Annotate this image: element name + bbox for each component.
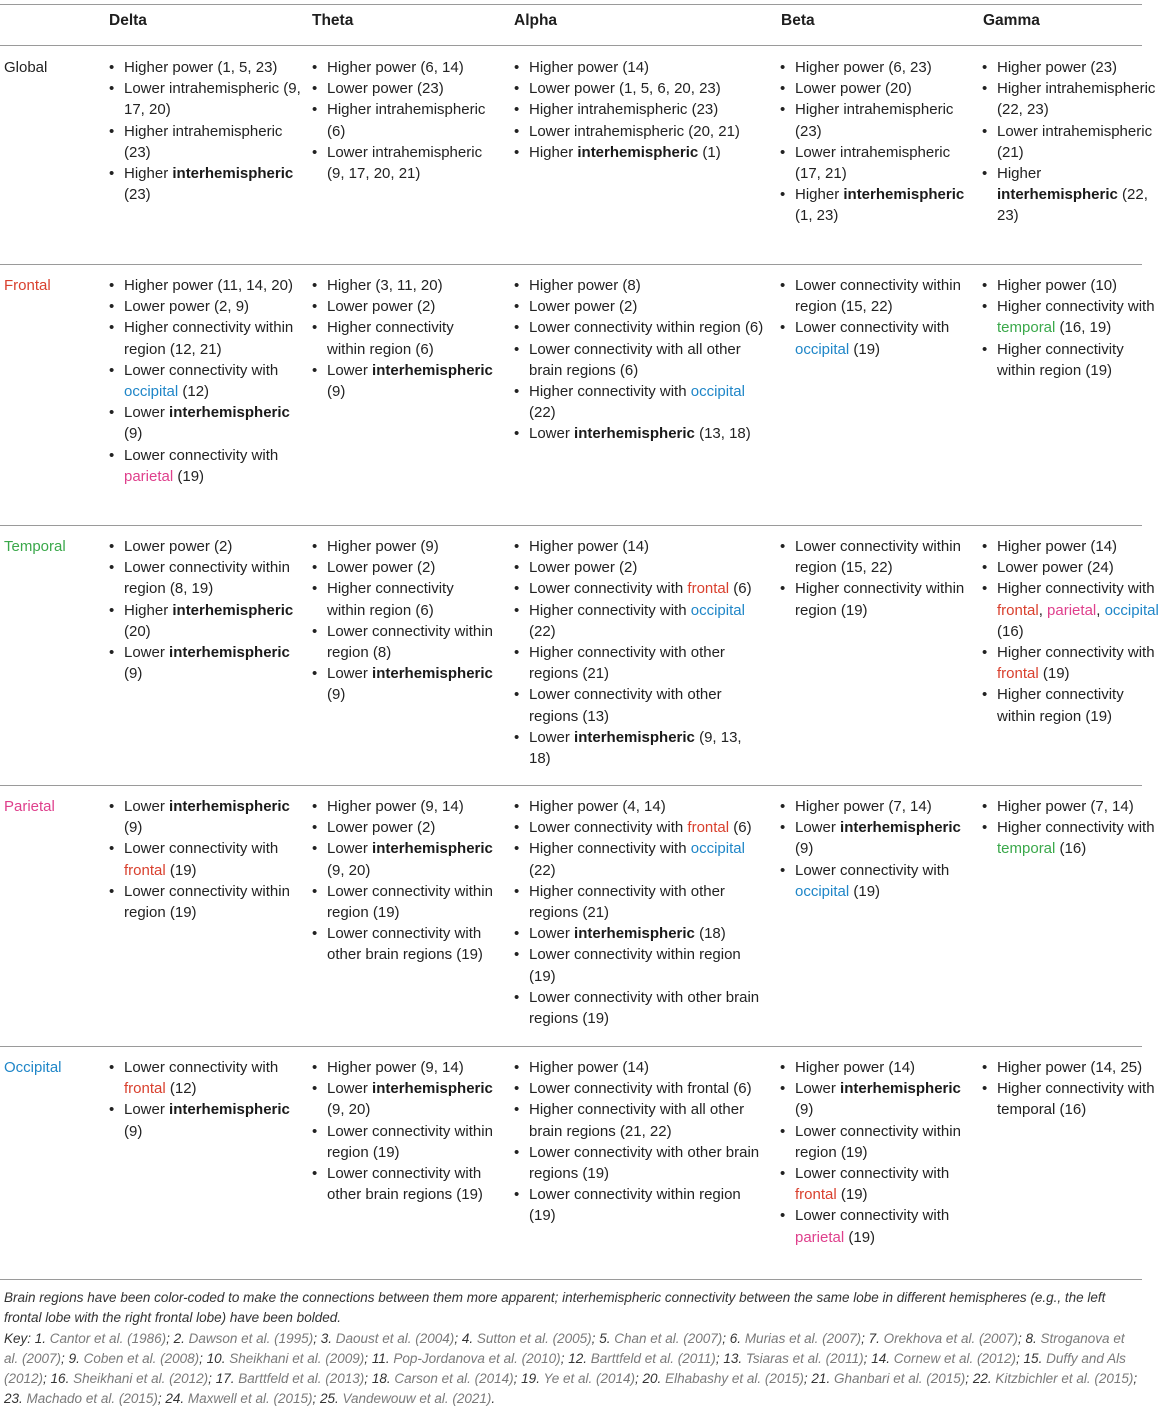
finding-item: • Lower connectivity within region (19) [327,881,495,923]
key-label: Key: [4,1330,35,1346]
interhemispheric-term: interhemispheric [172,165,294,183]
cell-global-alpha [511,57,767,163]
finding-item: • Lower power (20) [795,78,973,99]
row-separator [0,525,1142,526]
finding-item: • Lower intrahemispheric (21) [997,121,1165,163]
finding-item: • Higher power (11, 14, 20) [124,275,312,296]
finding-item: • Higher power (9, 14) [327,796,495,817]
cell-temporal-delta [106,536,312,684]
finding-item: • Lower connectivity with other brain regions (19) [529,987,767,1029]
frontal-region-term: frontal [795,1186,837,1204]
cell-parietal-beta [777,796,973,902]
reference-item: 11. Pop-Jordanova et al. (2010) [371,1350,561,1366]
finding-item: • Higher power (7, 14) [997,796,1165,817]
finding-item: • Lower connectivity within region (6) [529,317,767,338]
cell-occipital-gamma [979,1057,1165,1121]
finding-item: • Higher connectivity with frontal, parietal, occipital (16) [997,578,1165,642]
cell-temporal-beta [777,536,973,621]
interhemispheric-term: interhemispheric [372,1080,493,1098]
header-rule [0,45,1142,46]
finding-item: • Higher connectivity with temporal (16) [997,817,1165,859]
finding-item: • Higher power (6, 23) [795,57,973,78]
interhemispheric-term: interhemispheric [840,1080,961,1098]
finding-item: • Higher power (9) [327,536,495,557]
parietal-region-term: parietal [124,467,174,485]
finding-item: • Higher connectivity within region (19) [997,684,1165,726]
finding-item: • Higher power (9, 14) [327,1057,495,1078]
interhemispheric-term: interhemispheric [843,186,965,204]
frontal-region-term: frontal [997,665,1039,683]
cell-frontal-theta [309,275,495,402]
cell-parietal-theta [309,796,495,966]
row-separator [0,264,1142,265]
row-separator [0,785,1142,786]
finding-item: • Higher interhemispheric (20) [124,600,312,642]
finding-item: • Lower connectivity with occipital (19) [795,860,973,902]
finding-item: • Lower connectivity with frontal (6) [529,578,767,599]
finding-item: • Lower connectivity within region (19) [529,944,767,986]
cell-global-delta [106,57,312,205]
finding-item: • Lower connectivity with other brain regions (19) [529,1142,767,1184]
reference-item: 14. Cornew et al. (2012) [871,1350,1017,1366]
reference-item: 25. Vandewouw et al. (2021) [320,1391,492,1407]
finding-item: • Higher connectivity with occipital (22) [529,600,767,642]
header-alpha: Alpha [514,12,558,29]
finding-item: • Lower interhemispheric (13, 18) [529,423,767,444]
occipital-region-term: occipital [1104,601,1159,619]
finding-item: • Higher connectivity with temporal (16, 19) [997,296,1165,338]
reference-item: 22. Kitzbichler et al. (2015) [972,1371,1134,1387]
finding-item: • Lower connectivity with other regions (13) [529,684,767,726]
reference-item: 21. Ghanbari et al. (2015) [811,1371,966,1387]
finding-item: • Higher power (6, 14) [327,57,495,78]
region-label-global: Global [4,59,48,76]
finding-item: • Lower connectivity within region (19) [327,1121,495,1163]
finding-item: • Lower intrahemispheric (17, 21) [795,142,973,184]
finding-item: • Higher connectivity within region (6) [327,317,495,359]
finding-item: • Lower interhemispheric (9, 13, 18) [529,727,767,769]
finding-item: • Higher power (14, 25) [997,1057,1165,1078]
finding-item: • Higher intrahemispheric (6) [327,99,495,141]
interhemispheric-term: interhemispheric [169,798,290,815]
occipital-region-term: occipital [690,840,745,858]
finding-item: • Lower connectivity with frontal (19) [124,838,312,880]
finding-item: • Lower connectivity with parietal (19) [795,1205,973,1247]
reference-item: 16. Sheikhani et al. (2012) [50,1371,209,1387]
finding-item: • Lower power (2) [529,296,767,317]
finding-item: • Lower power (2) [327,817,495,838]
reference-item: 15. Duffy and Als (2012) [4,1350,1126,1387]
finding-item: • Higher connectivity with occipital (22) [529,381,767,423]
reference-item: 24. Maxwell et al. (2015) [165,1391,313,1407]
finding-item: • Higher power (23) [997,57,1165,78]
finding-item: • Higher interhemispheric (1, 23) [795,184,973,226]
finding-item: • Lower connectivity with frontal (6) [529,1078,767,1099]
cell-frontal-alpha [511,275,767,445]
finding-item: • Lower power (2) [327,557,495,578]
footnote-key: Key: 1. Cantor et al. (1986); 2. Dawson et al. (1995); 3. Daoust et al. (2004); 4. Sutton et al. (2005); 5. Chan et al. (2007); 6. Murias et al. (2007); 7. Orekhova et al. (2007); 8. Stroganova et al. (2007); 9. Coben et al. (2008); 10. Sheikhani et al. (2009); 11. Pop-Jordanova et al. (2010); 12. Barttfeld et al. (2011); 13. Tsiaras et al. (2011); 14. Cornew et al. (2012); 15. Duffy and Als (2012); 16. Sheikhani et al. (2012); 17. Barttfeld et al. (2013); 18. Carson et al. (2014); 19. Ye et al. (2014); 20. Elhabashy et al. (2015); 21. Ghanbari et al. (2015); 22. Kitzbichler et al. (2015); 23. Machado et al. (2015); 24. Maxwell et al. (2015); 25. Vandewouw et al. (2021). [4,1330,1138,1407]
finding-item: • Higher (3, 11, 20) [327,275,495,296]
finding-item: • Higher intrahemispheric (23) [529,99,767,120]
interhemispheric-term: interhemispheric [169,644,290,662]
finding-item: • Higher connectivity with other regions (21) [529,881,767,923]
finding-item: • Higher power (7, 14) [795,796,973,817]
finding-item: • Higher power (14) [529,1057,767,1078]
parietal-region-term: parietal [795,1228,845,1246]
finding-item: • Lower power (24) [997,557,1165,578]
finding-item: • Lower connectivity within region (19) [529,1184,767,1226]
finding-item: • Lower connectivity with occipital (19) [795,317,973,359]
interhemispheric-term: interhemispheric [172,601,294,619]
finding-item: • Lower power (2) [327,296,495,317]
frontal-region-term: frontal [687,580,730,598]
cell-occipital-delta [106,1057,312,1142]
finding-item: • Lower connectivity within region (8) [327,621,495,663]
interhemispheric-term: interhemispheric [169,404,290,422]
interhemispheric-term: interhemispheric [997,186,1118,204]
interhemispheric-term: interhemispheric [372,840,493,858]
reference-item: 12. Barttfeld et al. (2011) [568,1350,716,1366]
cell-frontal-gamma [979,275,1165,381]
reference-item: 18. Carson et al. (2014) [371,1371,514,1387]
reference-item: 23. Machado et al. (2015) [4,1391,158,1407]
cell-temporal-gamma [979,536,1165,727]
finding-item: • Lower connectivity with other brain regions (19) [327,1163,495,1205]
finding-item: • Higher connectivity with other regions (21) [529,642,767,684]
finding-item: • Higher power (10) [997,275,1165,296]
finding-item: • Higher power (14) [795,1057,973,1078]
finding-item: • Lower connectivity within region (15, 22) [795,275,973,317]
finding-item: • Lower interhemispheric (9) [795,817,973,859]
parietal-region-term: parietal [1047,601,1097,619]
cell-occipital-theta [309,1057,495,1205]
region-label-parietal: Parietal [4,798,55,815]
temporal-region-term: temporal [997,840,1056,858]
finding-item: • Higher connectivity within region (19) [997,339,1165,381]
header-delta: Delta [109,12,147,29]
finding-item: • Higher connectivity with all other brain regions (21, 22) [529,1099,767,1141]
cell-frontal-delta [106,275,312,487]
finding-item: • Higher interhemispheric (23) [124,163,312,205]
finding-item: • Lower power (2) [529,557,767,578]
finding-item: • Lower connectivity within region (19) [124,881,312,923]
header-beta: Beta [781,12,815,29]
interhemispheric-term: interhemispheric [840,819,961,837]
cell-global-beta [777,57,973,227]
finding-item: • Lower interhemispheric (9, 20) [327,838,495,880]
reference-item: 10. Sheikhani et al. (2009) [206,1350,365,1366]
finding-item: • Lower connectivity with other brain regions (19) [327,923,495,965]
region-label-occipital: Occipital [4,1059,62,1076]
region-label-frontal: Frontal [4,277,51,294]
reference-item: 5. Chan et al. (2007) [599,1330,723,1346]
finding-item: • Lower interhemispheric (9) [124,1099,312,1141]
interhemispheric-term: interhemispheric [574,425,695,443]
frontal-region-term: frontal [997,601,1039,619]
finding-item: • Lower interhemispheric (9, 20) [327,1078,495,1120]
table-bottom-rule [0,1279,1142,1280]
reference-item: 13. Tsiaras et al. (2011) [723,1350,864,1366]
finding-item: • Higher interhemispheric (1) [529,142,767,163]
finding-item: • Lower connectivity with frontal (19) [795,1163,973,1205]
interhemispheric-term: interhemispheric [577,143,699,161]
finding-item: • Higher connectivity within region (12, 21) [124,317,312,359]
header-gamma: Gamma [983,12,1040,29]
footnote-note: Brain regions have been color-coded to make the connections between them more apparent; interhemispheric connectivity between the same lobe in different hemispheres (e.g., the left frontal lobe with the right frontal lobe) have been bolded. [4,1290,1106,1326]
interhemispheric-term: interhemispheric [372,361,493,379]
finding-item: • Higher power (8) [529,275,767,296]
reference-item: 17. Barttfeld et al. (2013) [215,1371,365,1387]
reference-item: 4. Sutton et al. (2005) [461,1330,592,1346]
reference-item: 1. Cantor et al. (1986) [34,1330,167,1346]
finding-item: • Higher intrahemispheric (23) [124,121,312,163]
cell-parietal-alpha [511,796,767,1029]
finding-item: • Higher connectivity with temporal (16) [997,1078,1165,1120]
cell-temporal-alpha [511,536,767,769]
frontal-region-term: frontal [687,819,730,837]
finding-item: • Higher intrahemispheric (23) [795,99,973,141]
finding-item: • Lower interhemispheric (18) [529,923,767,944]
occipital-region-term: occipital [795,340,850,358]
finding-item: • Lower connectivity with frontal (6) [529,817,767,838]
header-theta: Theta [312,12,354,29]
finding-item: • Lower power (1, 5, 6, 20, 23) [529,78,767,99]
finding-item: • Higher power (14) [529,57,767,78]
occipital-region-term: occipital [690,601,745,619]
reference-item: 6. Murias et al. (2007) [729,1330,862,1346]
interhemispheric-term: interhemispheric [372,665,493,683]
cell-global-gamma [979,57,1165,227]
finding-item: • Lower intrahemispheric (20, 21) [529,121,767,142]
temporal-region-term: temporal [997,319,1056,337]
interhemispheric-term: interhemispheric [169,1101,290,1119]
cell-temporal-theta [309,536,495,706]
reference-item: 3. Daoust et al. (2004) [320,1330,455,1346]
finding-item: • Higher power (14) [529,536,767,557]
reference-item: 20. Elhabashy et al. (2015) [642,1371,804,1387]
occipital-region-term: occipital [690,383,745,401]
reference-item: 8. Stroganova et al. (2007) [4,1330,1125,1366]
finding-item: • Higher power (14) [997,536,1165,557]
finding-item: • Higher power (1, 5, 23) [124,57,312,78]
occipital-region-term: occipital [795,882,850,900]
reference-item: 9. Coben et al. (2008) [68,1350,200,1366]
finding-item: • Lower interhemispheric (9) [124,796,312,838]
finding-item: • Higher connectivity with frontal (19) [997,642,1165,684]
finding-item: • Lower interhemispheric (9) [327,663,495,705]
table-footnote [4,1288,1142,1410]
finding-item: • Lower connectivity within region (8, 19) [124,557,312,599]
finding-item: • Lower interhemispheric (9) [795,1078,973,1120]
occipital-region-term: occipital [124,383,179,401]
cell-occipital-alpha [511,1057,767,1227]
finding-item: • Higher connectivity within region (19) [795,578,973,620]
finding-item: • Lower intrahemispheric (9, 17, 20, 21) [327,142,495,184]
finding-item: • Higher interhemispheric (22, 23) [997,163,1165,227]
finding-item: • Lower connectivity with frontal (12) [124,1057,312,1099]
frontal-region-term: frontal [124,861,166,879]
finding-item: • Lower connectivity within region (19) [795,1121,973,1163]
finding-item: • Lower power (23) [327,78,495,99]
frontal-region-term: frontal [124,1080,166,1098]
finding-item: • Higher power (4, 14) [529,796,767,817]
cell-parietal-gamma [979,796,1165,860]
interhemispheric-term: interhemispheric [574,728,695,746]
cell-frontal-beta [777,275,973,360]
row-separator [0,1046,1142,1047]
cell-parietal-delta [106,796,312,923]
finding-item: • Lower connectivity with parietal (19) [124,445,312,487]
reference-item: 7. Orekhova et al. (2007) [868,1330,1018,1346]
finding-item: • Higher connectivity with occipital (22) [529,838,767,880]
reference-item: 19. Ye et al. (2014) [521,1371,636,1387]
finding-item: • Lower interhemispheric (9) [124,642,312,684]
finding-item: • Lower connectivity within region (15, 22) [795,536,973,578]
finding-item: • Lower power (2) [124,536,312,557]
finding-item: • Lower power (2, 9) [124,296,312,317]
cell-occipital-beta [777,1057,973,1248]
cell-global-theta [309,57,495,184]
finding-item: • Lower connectivity with occipital (12) [124,360,312,402]
region-label-temporal: Temporal [4,538,66,555]
finding-item: • Lower connectivity with all other brain regions (6) [529,339,767,381]
finding-item: • Lower interhemispheric (9) [124,402,312,444]
finding-item: • Lower interhemispheric (9) [327,360,495,402]
interhemispheric-term: interhemispheric [574,925,695,943]
finding-item: • Higher intrahemispheric (22, 23) [997,78,1165,120]
finding-item: • Lower intrahemispheric (9, 17, 20) [124,78,312,120]
reference-item: 2. Dawson et al. (1995) [173,1330,314,1346]
finding-item: • Higher connectivity within region (6) [327,578,495,620]
table-top-rule [0,4,1142,5]
